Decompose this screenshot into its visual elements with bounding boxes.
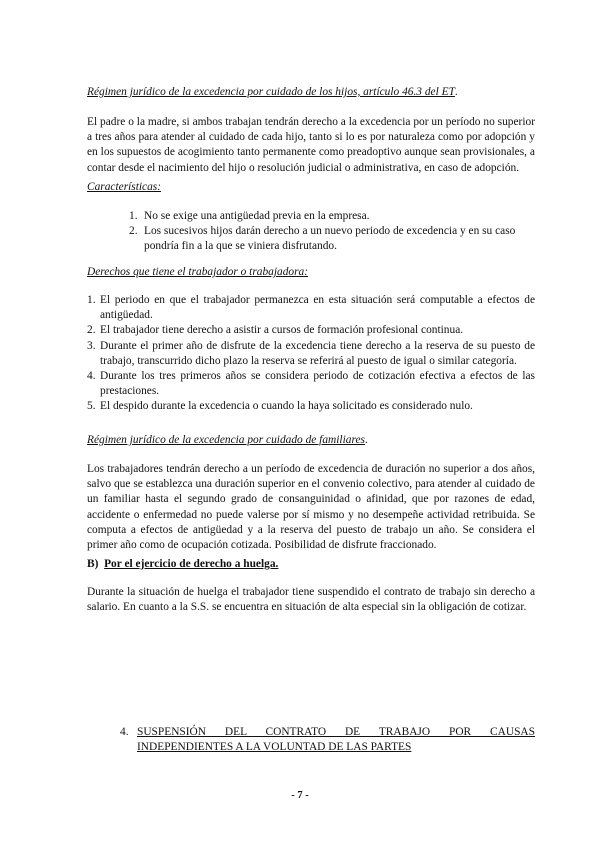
list-item: 1. El periodo en que el trabajador permanezca en esta situación será computable a efectos de antigüedad.	[87, 294, 535, 322]
list-item: 2. El trabajador tiene derecho a asistir a cursos de formación profesional continua.	[87, 324, 464, 337]
paragraph-huelga: Durante la situación de huelga el trabajador tiene suspendido el contrato de trabajo sin derecho a salario. En cuanto a la S.S. se encuentra en situación de alta especial sin la obligación de cotizar.	[87, 586, 535, 614]
list-item: 4. Durante los tres primeros años se considera periodo de cotización efectiva a efectos de las prestaciones.	[87, 370, 535, 398]
heading-familiares-text: Régimen jurídico de la excedencia por cuidado de familiares	[87, 434, 365, 446]
heading-familiares: Régimen jurídico de la excedencia por cuidado de familiares.	[87, 434, 368, 446]
caracteristicas-label: Características:	[87, 181, 162, 193]
caracteristicas-list	[87, 209, 535, 255]
list-item: 5. El despido durante la excedencia o cuando la haya solicitado es considerado nulo.	[87, 400, 473, 413]
list-item: 2. Los sucesivos hijos darán derecho a un nuevo periodo de excedencia y en su caso pondría fin a la que se viniera disfrutando.	[129, 225, 516, 253]
paragraph-hijos: El padre o la madre, si ambos trabajan tendrán derecho a la excedencia por un período no superior a tres años para atender al cuidado de cada hijo, tanto si lo es por naturaleza como por adopción y en los supuestos de acogimiento tanto permanente como preadoptivo aunque sean provisionales, a contar desde el nacimiento del hijo o resolución judicial o administrativa, en caso de adopción.	[87, 116, 535, 174]
derechos-label: Derechos que tiene el trabajador o trabajadora:	[87, 266, 309, 278]
heading-hijos-text: Régimen jurídico de la excedencia por cuidado de los hijos, artículo 46.3 del ET	[87, 86, 455, 98]
paragraph-familiares: Los trabajadores tendrán derecho a un período de excedencia de duración no superior a dos años, salvo que se establezca una duración superior en el convenio colectivo, para atender al cuidado de un familiar hasta el segundo grado de consanguinidad o afinidad, que por razones de edad, accidente o enfermedad no puede valerse por sí mismo y no desempeñe actividad retribuida. Se computa a efectos de antigüedad y a la reserva del puesto de trabajo un año. Se considera el primer año como de ocupación cotizada. Posibilidad de disfrute fraccionado.	[87, 463, 535, 552]
page-number: - 7 -	[291, 790, 309, 801]
section-4-heading: 4. SUSPENSIÓN DEL CONTRATO DE TRABAJO POR CAUSAS INDEPENDIENTES A LA VOLUNTAD DE LAS PARTES	[120, 726, 535, 754]
derechos-list	[87, 293, 535, 415]
list-item: 3. Durante el primer año de disfrute de la excedencia tiene derecho a la reserva de su puesto de trabajo, transcurrido dicho plazo la reserva se referirá al puesto de igual o similar categoría.	[87, 339, 535, 367]
heading-hijos: Régimen jurídico de la excedencia por cuidado de los hijos, artículo 46.3 del ET.	[87, 86, 458, 98]
list-item: 1. No se exige una antigüedad previa en la empresa.	[129, 210, 370, 222]
section-b-heading: B) Por el ejercicio de derecho a huelga.	[87, 558, 279, 570]
